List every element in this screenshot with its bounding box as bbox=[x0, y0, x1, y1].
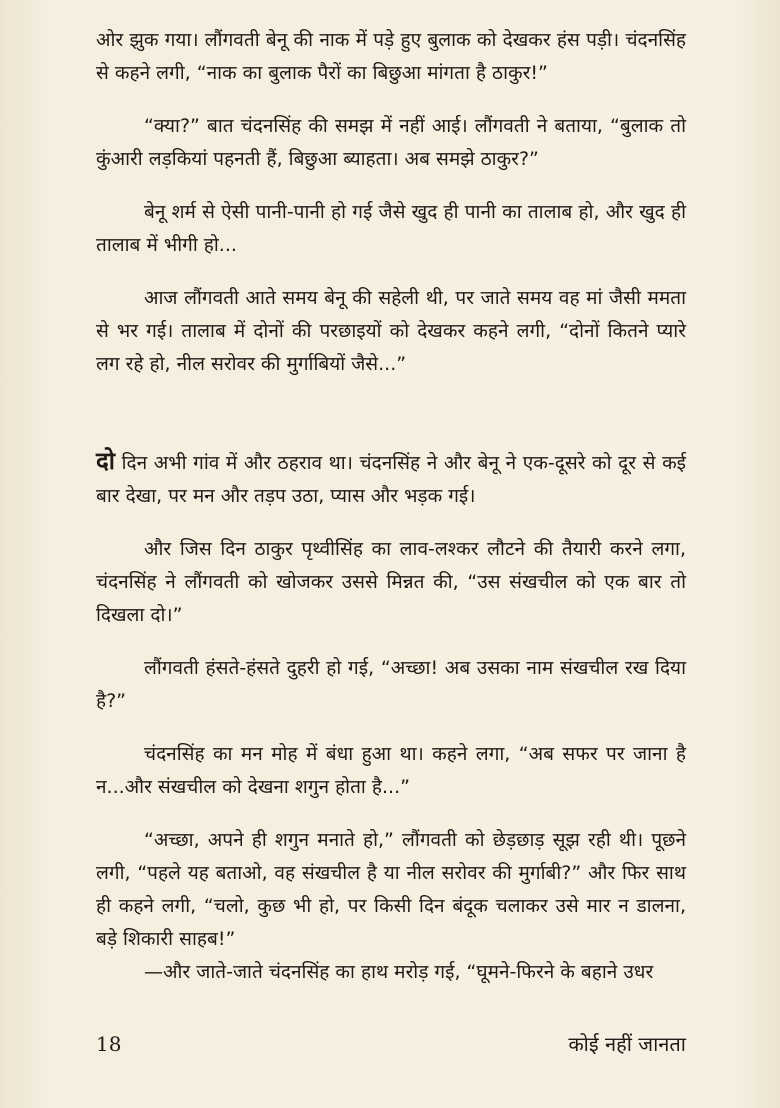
section-start-word: दो bbox=[96, 447, 115, 475]
book-title: कोई नहीं जानता bbox=[568, 1032, 686, 1056]
page-number: 18 bbox=[96, 1032, 122, 1056]
paragraph-8: चंदनसिंह का मन मोह में बंधा हुआ था। कहने लगा, “अब सफर पर जाना है न...और संखचील को देखना शगुन होता है...” bbox=[96, 743, 686, 798]
section-start-text: दिन अभी गांव में और ठहराव था। चंदनसिंह ने और बेनू ने एक-दूसरे को दूर से कई बार देखा, पर मन और तड़प उठा, प्यास और भड़क गई। bbox=[96, 452, 686, 507]
page-footer bbox=[96, 1030, 686, 1057]
paragraph-7: लौंगवती हंसते-हंसते दुहरी हो गई, “अच्छा! अब उसका नाम संखचील रख दिया है?” bbox=[96, 657, 686, 712]
paragraph-9: “अच्छा, अपने ही शगुन मनाते हो,” लौंगवती को छेड़छाड़ सूझ रही थी। पूछने लगी, “पहले यह बताओ, वह संखचील है या नील सरोवर की मुर्गाबी?” और फिर साथ ही कहने लगी, “चलो, कुछ भी हो, पर किसी दिन बंदूक चलाकर उसे मार न डालना, बड़े शिकारी साहब!” bbox=[96, 829, 686, 950]
paragraph-1: ओर झुक गया। लौंगवती बेनू की नाक में पड़े हुए बुलाक को देखकर हंस पड़ी। चंदनसिंह से कहने लगी, “नाक का बुलाक पैरों का बिछुआ मांगता है ठाकुर!” bbox=[96, 29, 686, 84]
paragraph-3: बेनू शर्म से ऐसी पानी-पानी हो गई जैसे खुद ही पानी का तालाब हो, और खुद ही तालाब में भीगी हो... bbox=[96, 201, 686, 256]
paragraph-6: और जिस दिन ठाकुर पृथ्वीसिंह का लाव-लश्कर लौटने की तैयारी करने लगा, चंदनसिंह ने लौंगवती को खोजकर उससे मिन्नत की, “उस संखचील को एक बार तो दिखला दो।” bbox=[96, 538, 686, 626]
page-body bbox=[96, 24, 686, 989]
paragraph-2: “क्या?” बात चंदनसिंह की समझ में नहीं आई। लौंगवती ने बताया, “बुलाक तो कुंआरी लड़कियां पहनती हैं, बिछुआ ब्याहता। अब समझे ठाकुर?” bbox=[96, 115, 686, 170]
paragraph-10: —और जाते-जाते चंदनसिंह का हाथ मरोड़ गई, “घूमने-फिरने के बहाने उधर bbox=[144, 961, 654, 983]
section-start-paragraph bbox=[96, 445, 686, 513]
paragraph-4: आज लौंगवती आते समय बेनू की सहेली थी, पर जाते समय वह मां जैसी ममता से भर गई। तालाब में दोनों की परछाइयों को देखकर कहने लगी, “दोनों कितने प्यारे लग रहे हो, नील सरोवर की मुर्गाबियों जैसे...” bbox=[96, 287, 686, 375]
